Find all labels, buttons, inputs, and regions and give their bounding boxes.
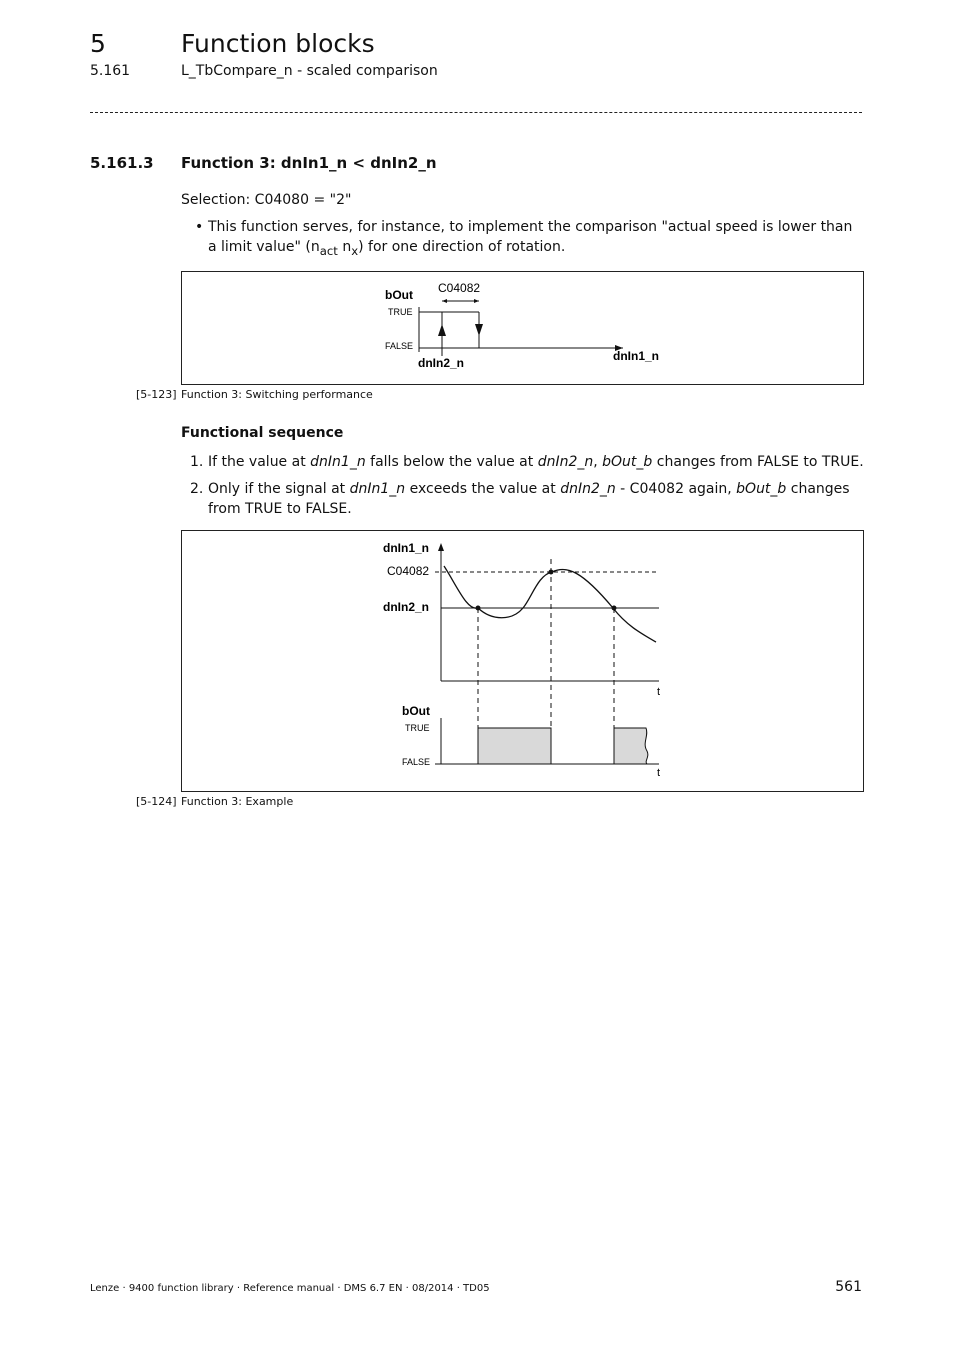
- chapter-number: 5: [90, 29, 106, 58]
- functional-sequence-heading: Functional sequence: [181, 425, 344, 441]
- list-item-1: [208, 452, 864, 472]
- bullet-marker: •: [195, 219, 204, 235]
- false-label: FALSE: [385, 341, 414, 351]
- list-item-text: Only if the signal at: [208, 481, 350, 497]
- list-item-1-number: 1.: [190, 454, 204, 470]
- bullet-text: [208, 217, 864, 261]
- list-item-text: If the value at: [208, 454, 311, 470]
- figure-example: [181, 530, 864, 792]
- section-title: L_TbCompare_n - scaled comparison: [181, 63, 438, 79]
- list-item-text: - C04082 again,: [615, 481, 737, 497]
- c04082-label: C04082: [387, 564, 430, 578]
- list-item-2-number: 2.: [190, 481, 204, 497]
- list-item-text: ,: [593, 454, 603, 470]
- figure1-caption-number: [5-123]: [136, 388, 177, 401]
- up-arrow: [438, 324, 446, 336]
- section-number: 5.161: [90, 63, 131, 79]
- c04082-label: C04082: [438, 281, 481, 295]
- upper-y-axis-arrow: [438, 543, 444, 551]
- hysteresis-diagram: [182, 272, 863, 384]
- bout-true-pulse-2: [614, 728, 648, 764]
- dnin2-label: dnIn2_n: [383, 600, 430, 614]
- figure1-caption-text: Function 3: Switching performance: [181, 388, 373, 401]
- span-arrow-right: [474, 299, 479, 303]
- signal-name: dnIn2_n: [560, 481, 616, 497]
- figure-switching-performance: [181, 271, 864, 385]
- true-label: TRUE: [388, 307, 413, 317]
- subsection-number: 5.161.3: [90, 154, 154, 172]
- down-arrow: [475, 324, 483, 336]
- timing-diagram: [182, 531, 863, 791]
- bullet-text-mid: n: [337, 239, 352, 255]
- upper-t-label: t: [657, 686, 661, 698]
- span-arrow-left: [442, 299, 447, 303]
- header-divider: [90, 112, 862, 113]
- false-label: FALSE: [402, 757, 431, 767]
- crossing-point: [549, 570, 554, 575]
- list-item-text: changes from TRUE to FALSE.: [208, 481, 850, 517]
- lower-t-label: t: [657, 767, 661, 779]
- list-item-2: [208, 479, 864, 519]
- dnin1-axis-label: dnIn1_n: [383, 541, 430, 555]
- footer-text: Lenze · 9400 function library · Reference manual · DMS 6.7 EN · 08/2014 · TD05: [90, 1283, 490, 1294]
- dnin1-label: dnIn1_n: [613, 349, 660, 363]
- chapter-title: Function blocks: [181, 29, 375, 58]
- bout-label: bOut: [385, 288, 413, 302]
- signal-name: dnIn1_n: [349, 481, 406, 497]
- signal-name: dnIn2_n: [537, 454, 594, 470]
- dnin2-label: dnIn2_n: [418, 356, 465, 370]
- subscript-act: act: [319, 243, 338, 258]
- figure2-caption-text: Function 3: Example: [181, 795, 294, 808]
- subscript-x: x: [351, 243, 359, 258]
- selection-text: Selection: C04080 = "2": [181, 192, 352, 208]
- signal-name: bOut_b: [602, 454, 653, 470]
- crossing-point: [476, 606, 481, 611]
- bout-axis-label: bOut: [402, 704, 430, 718]
- subsection-title: Function 3: dnIn1_n < dnIn2_n: [181, 154, 437, 172]
- bout-true-pulse: [478, 728, 551, 764]
- bullet-text-before: This function serves, for instance, to implement the comparison "actual speed is lower than a limit value" (n: [208, 219, 853, 255]
- dnin1-signal-curve: [444, 566, 656, 642]
- page-number: 561: [835, 1279, 862, 1295]
- bullet-text-after: ) for one direction of rotation.: [358, 239, 566, 255]
- list-item-text: changes from FALSE to TRUE.: [652, 454, 864, 470]
- signal-name: bOut_b: [736, 481, 787, 497]
- true-label: TRUE: [405, 723, 430, 733]
- signal-name: dnIn1_n: [310, 454, 366, 470]
- crossing-point: [612, 606, 617, 611]
- list-item-text: exceeds the value at: [405, 481, 561, 497]
- list-item-text: falls below the value at: [365, 454, 538, 470]
- figure2-caption-number: [5-124]: [136, 795, 177, 808]
